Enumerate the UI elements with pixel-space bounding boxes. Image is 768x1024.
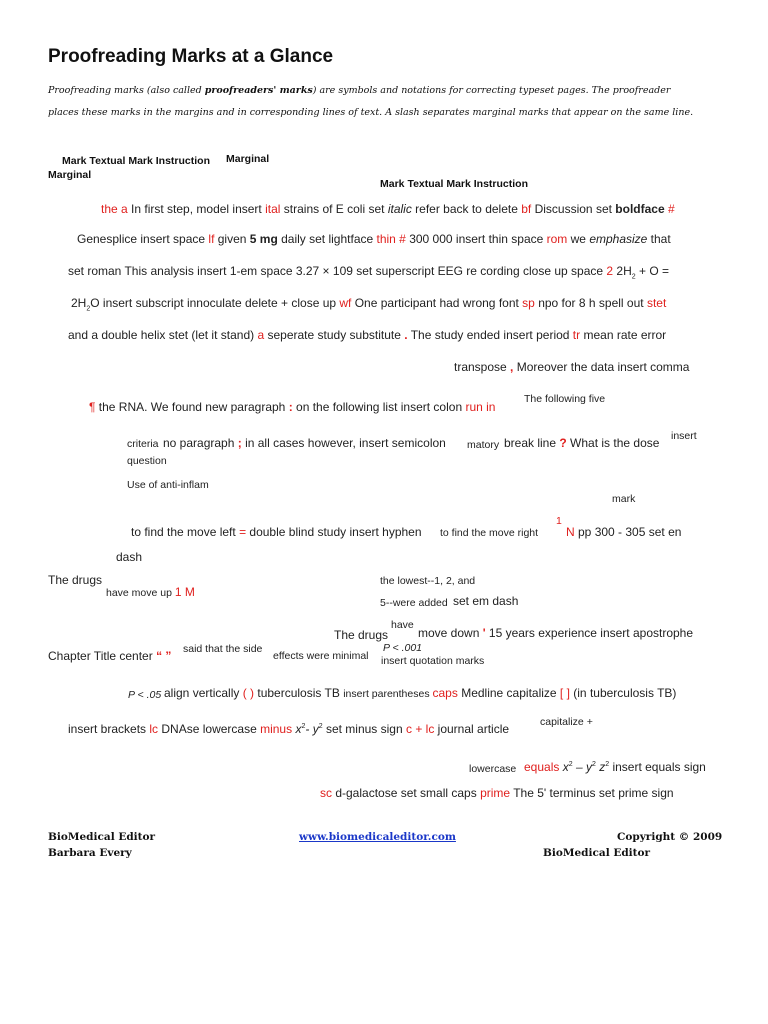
column-header-part: Textual Mark Instruction: [407, 178, 529, 190]
small-text: said that the side: [183, 643, 263, 655]
text-line: [68, 264, 670, 281]
line-text: transpose: [454, 360, 511, 374]
line-text: Genesplice insert space: [77, 232, 209, 246]
line-text: The 5' terminus set prime sign: [510, 786, 674, 800]
line-text: In first step, model insert: [127, 202, 266, 216]
text-line: [418, 626, 693, 640]
line-text: given: [214, 232, 250, 246]
column-header: Marginal: [48, 169, 92, 181]
line-text: no paragraph: [163, 436, 238, 450]
line-text: move down: [418, 626, 483, 640]
line-text: Moreover the data insert comma: [513, 360, 690, 374]
marginal-mark: ital: [265, 202, 281, 216]
line-text: and a double helix stet (let it stand): [68, 328, 258, 342]
marginal-mark: run in: [465, 400, 496, 414]
marginal-mark: ,: [510, 360, 514, 374]
marginal-mark: lc: [149, 722, 159, 736]
small-text: capitalize +: [540, 716, 593, 728]
marginal-mark: equals: [524, 760, 560, 774]
small-text: 5--were added: [380, 597, 448, 609]
marginal-mark: 1 M: [174, 585, 195, 599]
line-text: align vertically: [164, 686, 243, 700]
intro-line-1: [48, 85, 670, 96]
small-text: [106, 585, 195, 599]
line-text: npo for 8 h spell out: [534, 296, 647, 310]
small-text: matory: [467, 439, 500, 451]
text-line: [566, 525, 681, 539]
marginal-mark: rom: [546, 232, 568, 246]
line-text: 2H: [613, 264, 632, 278]
line-text: x: [559, 760, 569, 774]
footer-author: Barbara Every: [48, 847, 132, 859]
marginal-mark: bf: [521, 202, 532, 216]
line-text: z: [595, 760, 606, 774]
superscript: 2: [568, 761, 573, 768]
marginal-mark: c + lc: [405, 722, 435, 736]
line-text: 2H: [71, 296, 87, 310]
intro-line-2: places these marks in the margins and in corresponding lines of text. A slash separates marginal marks that appear on the same line.: [48, 107, 694, 118]
marginal-mark: 2: [606, 264, 614, 278]
line-text: – y: [572, 760, 592, 774]
subscript: 2: [631, 273, 636, 281]
marginal-mark: 1: [556, 515, 562, 527]
text-line: [524, 760, 706, 774]
marginal-mark: “ ”: [156, 649, 172, 663]
small-text: question: [127, 455, 167, 467]
marginal-mark: sp: [522, 296, 535, 310]
small-text: effects were minimal: [273, 650, 369, 662]
line-text: the RNA. We found new paragraph: [95, 400, 289, 414]
intro-text: ) are symbols and notations for correcting typeset pages. The proofreader: [312, 85, 671, 96]
text-line: set em dash: [453, 594, 519, 608]
marginal-mark: [ ]: [559, 686, 570, 700]
intro-bold-term: proofreaders' marks: [204, 85, 313, 96]
line-text: What is the dose: [566, 436, 660, 450]
line-text: 15 years experience insert apostrophe: [485, 626, 694, 640]
small-text: insert: [671, 430, 697, 442]
line-text: DNAse lowercase: [158, 722, 261, 736]
text-line: [68, 328, 666, 342]
website-link[interactable]: www.biomedicaleditor.com: [299, 831, 456, 843]
line-text: on the following list insert colon: [292, 400, 466, 414]
text-line: The drugs: [334, 628, 389, 642]
line-text: strains of E coli set: [280, 202, 388, 216]
superscript: 2: [301, 723, 306, 730]
line-text: we: [567, 232, 590, 246]
marginal-mark: ?: [559, 436, 567, 450]
line-text: insert equals sign: [609, 760, 706, 774]
line-text: seperate study substitute: [264, 328, 405, 342]
line-text: pp 300 - 305 set en: [574, 525, 682, 539]
line-text: x: [292, 722, 302, 736]
footer-copyright: Copyright © 2009: [617, 831, 723, 843]
line-text: Chapter Title center: [48, 649, 157, 663]
text-line: [320, 786, 674, 800]
line-text: One participant had wrong font: [351, 296, 523, 310]
intro-text: Proofreading marks (also called: [48, 85, 205, 96]
text-line: [131, 525, 422, 539]
text-line: [89, 400, 495, 414]
line-text: mean rate error: [580, 328, 667, 342]
marginal-mark: #: [664, 202, 675, 216]
small-text: Use of anti-inflam: [127, 479, 209, 491]
line-text: daily set lightface: [277, 232, 377, 246]
text-line: [48, 649, 171, 663]
marginal-mark: ( ): [242, 686, 255, 700]
marginal-mark: ;: [237, 436, 242, 450]
marginal-mark: caps: [432, 686, 458, 700]
marginal-mark: prime: [480, 786, 511, 800]
column-header: Marginal: [226, 153, 270, 165]
small-text: have: [391, 619, 414, 631]
text-line: [163, 436, 446, 450]
marginal-mark: N: [566, 525, 575, 539]
line-text: italic: [387, 202, 412, 216]
column-header: [380, 178, 528, 190]
text-line: [101, 202, 675, 216]
line-text: Discussion set: [531, 202, 616, 216]
line-text: refer back to delete: [411, 202, 522, 216]
footer-publisher: BioMedical Editor: [543, 847, 651, 859]
marginal-mark: .: [404, 328, 408, 342]
footer-org: BioMedical Editor: [48, 831, 156, 843]
superscript: 2: [605, 761, 610, 768]
marginal-mark: =: [239, 525, 247, 539]
line-text: set roman This analysis insert 1-em space 3.27 × 109 set superscript EEG re cording close up space: [68, 264, 607, 278]
line-text: 5 mg: [249, 232, 278, 246]
marginal-mark: thin #: [376, 232, 406, 246]
text-line: [71, 296, 667, 313]
column-header: Mark Textual Mark Instruction: [62, 155, 211, 167]
line-text: boldface: [615, 202, 665, 216]
small-text: P < .05: [128, 689, 162, 701]
line-text: emphasize: [589, 232, 648, 246]
line-text: The study ended insert period: [407, 328, 573, 342]
line-text: - y: [305, 722, 319, 736]
text-line: The drugs: [48, 573, 103, 587]
line-text: to find the move left: [131, 525, 240, 539]
text-line: [77, 232, 671, 246]
line-text: O insert subscript innoculate delete + close up: [90, 296, 340, 310]
line-text: (in tuberculosis TB): [569, 686, 677, 700]
text-line: [164, 686, 676, 700]
marginal-mark: ': [482, 626, 486, 640]
column-header-part: Mark: [380, 178, 405, 190]
line-text: set minus sign: [322, 722, 406, 736]
text-line: [454, 360, 689, 374]
text-line: [504, 436, 659, 450]
small-text: criteria: [127, 438, 159, 450]
marginal-mark: tr: [572, 328, 581, 342]
small-text: The following five: [524, 393, 606, 405]
marginal-mark: lf: [208, 232, 215, 246]
small-text: mark: [612, 493, 636, 505]
line-text: tuberculosis TB: [254, 686, 344, 700]
small-text-part: have move up: [106, 587, 175, 599]
marginal-mark: minus: [260, 722, 293, 736]
marginal-mark: wf: [339, 296, 352, 310]
line-text: break line: [504, 436, 560, 450]
small-text: to find the move right: [440, 527, 539, 539]
subscript: 2: [86, 305, 91, 313]
superscript: 2: [318, 723, 323, 730]
line-text: double blind study insert hyphen: [246, 525, 422, 539]
line-text: insert brackets: [68, 722, 150, 736]
line-text: d-galactose set small caps: [332, 786, 481, 800]
marginal-mark: :: [288, 400, 293, 414]
line-text: Medline capitalize: [457, 686, 560, 700]
text-line: dash: [116, 550, 143, 564]
small-text: insert parentheses: [343, 688, 433, 700]
text-line: [68, 722, 509, 736]
marginal-mark: sc: [320, 786, 332, 800]
small-text: P < .001: [383, 642, 423, 654]
line-text: 300 000 insert thin space: [405, 232, 547, 246]
marginal-mark: ¶: [89, 400, 96, 414]
line-text: journal article: [434, 722, 510, 736]
small-text: the lowest--1, 2, and: [380, 575, 476, 587]
small-text: insert quotation marks: [381, 655, 485, 667]
marginal-mark: the a: [101, 202, 128, 216]
small-text: lowercase: [469, 763, 517, 775]
page-title: Proofreading Marks at a Glance: [48, 46, 334, 67]
line-text: + O =: [635, 264, 670, 278]
marginal-mark: stet: [646, 296, 667, 310]
marginal-mark: a: [257, 328, 265, 342]
line-text: in all cases however, insert semicolon: [241, 436, 446, 450]
line-text: that: [647, 232, 671, 246]
superscript: 2: [591, 761, 596, 768]
